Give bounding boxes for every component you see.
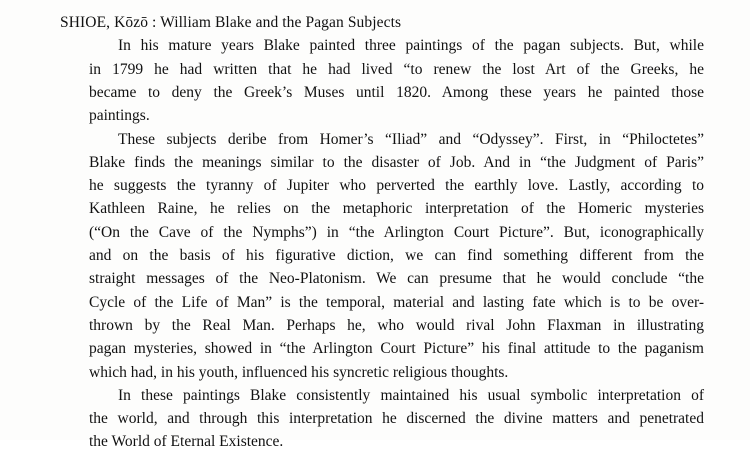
paragraph-1-line-1: In his mature years Blake painted three paintings of the pagan subjects. But, while: [118, 37, 704, 55]
paragraph-2-line-9: thrown by the Real Man. Perhaps he, who would rival John Flaxman in illustrating: [89, 316, 704, 334]
paragraph-2-line-5: (“On the Cave of the Nymphs”) in “the Arlington Court Picture”. But, iconographically: [89, 223, 704, 241]
article-heading: [60, 14, 401, 32]
paragraph-3-line-2: the world, and through this interpretation he discerned the divine matters and penetrated: [89, 410, 704, 428]
paragraph-2-line-4: Kathleen Raine, he relies on the metaphoric interpretation of the Homeric mysteries: [89, 200, 704, 218]
paragraph-3-line-1: In these paintings Blake consistently maintained his usual symbolic interpretation of: [118, 386, 704, 404]
paragraph-2-line-8: Cycle of the Life of Man” is the temporal, material and lasting fate which is to be over-: [89, 293, 704, 311]
paragraph-2-line-2: Blake finds the meanings similar to the disaster of Job. And in “the Judgment of Paris”: [89, 153, 704, 171]
paragraph-2-line-3: he suggests the tyranny of Jupiter who perverted the earthly love. Lastly, according to: [89, 177, 704, 195]
article-title: William Blake and the Pagan Subjects: [160, 14, 402, 31]
paragraph-1-line-2: in 1799 he had written that he had lived “to renew the lost Art of the Greeks, he: [89, 60, 704, 78]
paragraph-3-line-3: the World of Eternal Existence.: [89, 433, 284, 451]
paragraph-2-line-7: straight messages of the Neo-Platonism. We can presume that he would conclude “the: [89, 270, 704, 288]
paragraph-2-line-1: These subjects deribe from Homer’s “Iliad” and “Odyssey”. First, in “Philoctetes”: [118, 130, 704, 148]
author-name: SHIOE, Kōzō: [60, 14, 149, 31]
paragraph-2-line-10: pagan mysteries, showed in “the Arlington Court Picture” his final attitude to the paganism: [89, 340, 704, 358]
paragraph-1-line-3: became to deny the Greek’s Muses until 1820. Among these years he painted those: [89, 83, 704, 101]
paragraph-2-line-6: and on the basis of his figurative diction, we can find something different from the: [89, 247, 704, 264]
heading-separator: :: [148, 14, 161, 31]
paragraph-2-line-11: which had, in his youth, influenced his syncretic religious thoughts.: [89, 363, 509, 381]
paragraph-1-line-4: paintings.: [89, 107, 150, 125]
